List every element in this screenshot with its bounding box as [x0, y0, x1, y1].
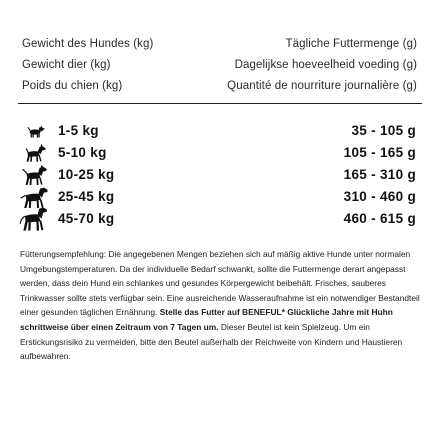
feeding-row [18, 121, 416, 143]
dog-xl-icon [18, 207, 48, 231]
feeding-row [18, 187, 416, 209]
amount-label-nl: Dagelijkse hoeveelheid voeding (g) [234, 59, 417, 71]
header-divider [18, 103, 422, 104]
dog-m-icon [18, 165, 48, 187]
daily-amount: 105 - 165 g [343, 145, 416, 160]
weight-label-de: Gewicht des Hundes (kg) [22, 38, 154, 50]
dog-s-icon [18, 143, 48, 165]
note-paragraph-2: Dieser Beutel ist kein Spielzeug. Um ein Erstickungsrisiko zu vermeiden, bitte den Beutel außerhalb der Reichweite von Kindern und Haustieren aufbewahren. [20, 321, 403, 362]
dog-xs-icon [18, 121, 48, 143]
dog-weight-range: 25-45 kg [58, 189, 115, 204]
weight-label-fr: Poids du chien (kg) [22, 80, 123, 92]
header-row-nl [22, 59, 417, 77]
dog-weight-range: 10-25 kg [58, 167, 115, 182]
amount-label-de: Tägliche Futtermenge (g) [285, 38, 417, 50]
feeding-row [18, 143, 416, 165]
header-row-de [22, 38, 417, 56]
feeding-row [18, 209, 416, 231]
note-paragraph-1: Fütterungsempfehlung: Die angegebenen Mengen beziehen sich auf mäßig aktive Hunde unter normalen Umgebungstemperaturen. Da der individuelle Bedarf schwankt, sollte die Futtermenge derart angepasst werden, dass dein Hund ein schlankes und gesundes Körpergewicht beibehält. Frisches, sauberes Trinkwasser sollte stets verfügbar sein. Eine ausreichende Wasseraufnahme ist ein notwendiger Bestandteil einer gesunden täglichen Ernährung. [20, 249, 420, 318]
daily-amount: 460 - 615 g [343, 211, 416, 226]
dog-weight-range: 45-70 kg [58, 211, 115, 226]
dog-weight-range: 5-10 kg [58, 145, 107, 160]
header-row-fr [22, 80, 417, 98]
dog-weight-range: 1-5 kg [58, 123, 99, 138]
daily-amount: 35 - 105 g [351, 123, 416, 138]
weight-label-nl: Gewicht dier (kg) [22, 59, 111, 71]
daily-amount: 310 - 460 g [343, 189, 416, 204]
feeding-row [18, 165, 416, 187]
daily-amount: 165 - 310 g [343, 167, 416, 182]
amount-label-fr: Quantité de nourriture journalière (g) [227, 80, 417, 92]
feeding-recommendation-text [20, 247, 420, 364]
note-bold-transition: Stelle das Futter auf BENEFUL* Glückliche Jahre mit Huhn schrittweise über einen Zeitraum von 7 Tagen um. [20, 307, 393, 332]
dog-l-icon [18, 187, 48, 209]
